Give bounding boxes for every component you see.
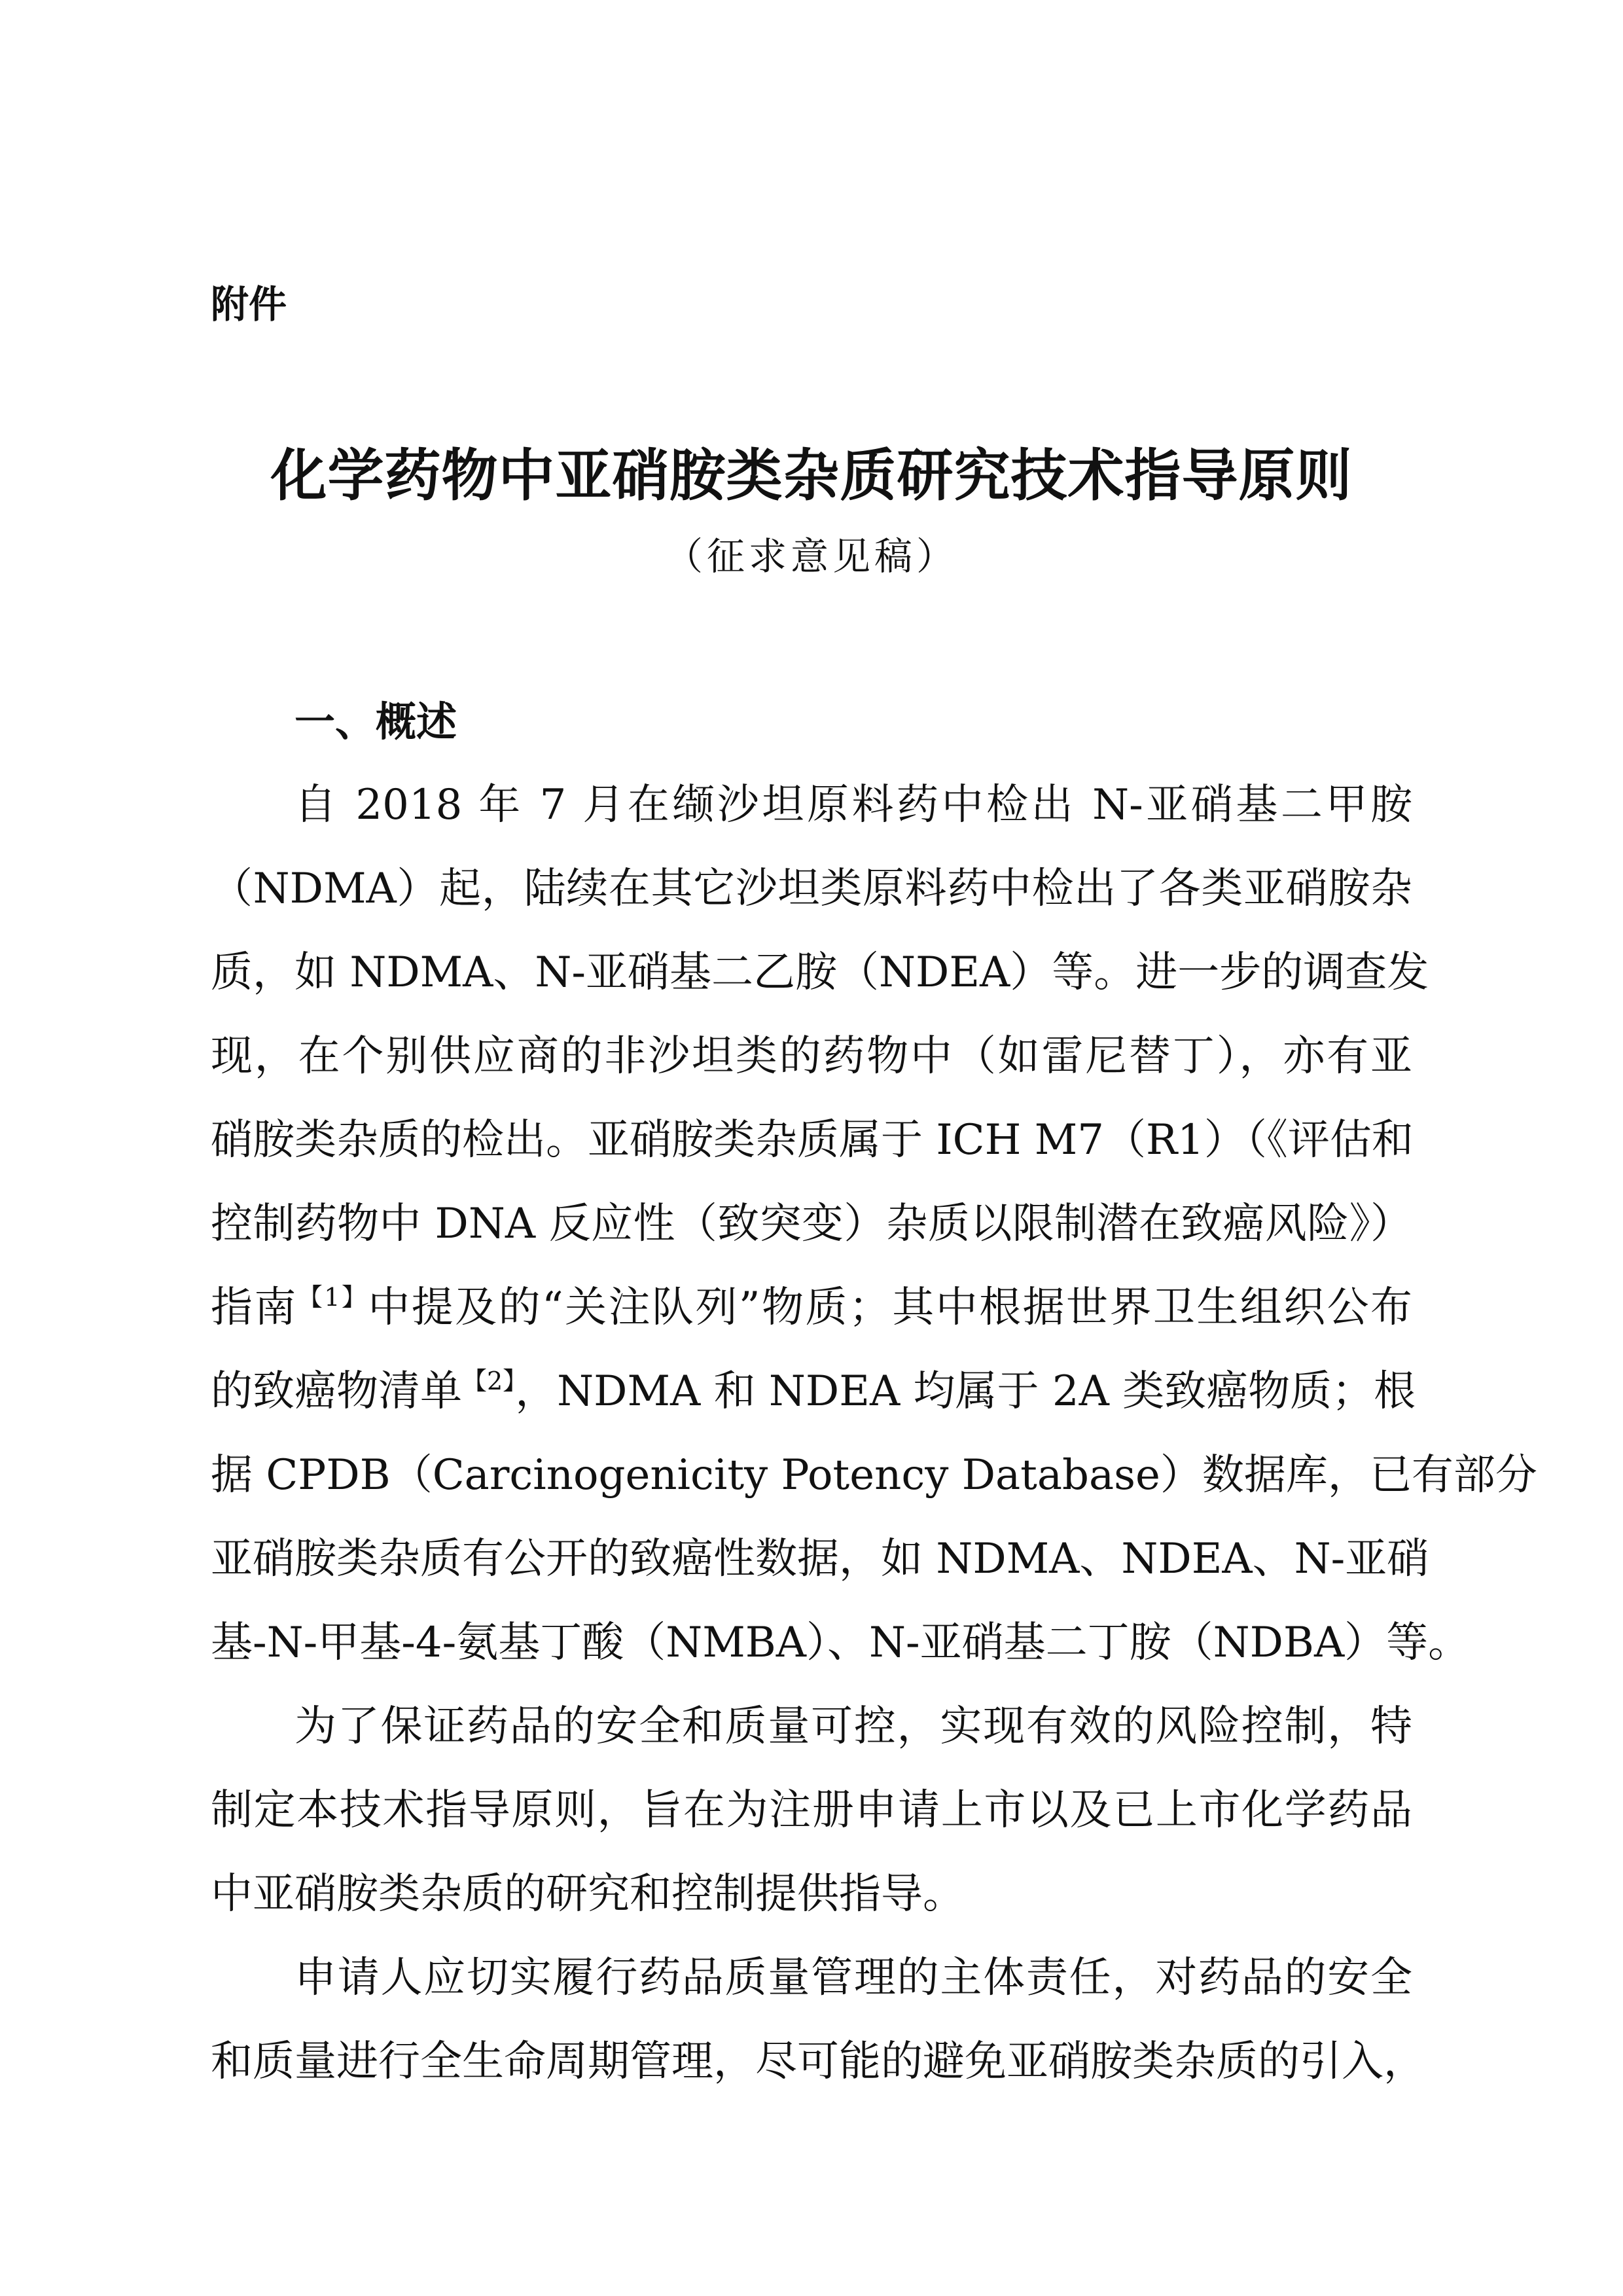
- text-fragment: ，NDMA 和 NDEA 均属于 2A 类致癌物质；根: [515, 1367, 1416, 1416]
- reference-marker-1: 【1】: [297, 1283, 368, 1312]
- text-line: 控制药物中 DNA 反应性（致突变）杂质以限制潜在致癌风险》）: [211, 1200, 1412, 1248]
- text-line: 据 CPDB（Carcinogenicity Potency Database）数据库，已有部分: [211, 1451, 1537, 1499]
- document-title: 化学药物中亚硝胺类杂质研究技术指导原则: [270, 443, 1353, 509]
- text-line: 自 2018 年 7 月在缬沙坦原料药中检出 N-亚硝基二甲胺: [294, 781, 1412, 829]
- text-fragment: 的致癌物清单: [211, 1367, 462, 1416]
- text-fragment: 指南: [211, 1283, 298, 1332]
- text-line: （NDMA）起，陆续在其它沙坦类原料药中检出了各类亚硝胺杂: [211, 865, 1412, 913]
- text-line: 制定本技术指导原则，旨在为注册申请上市以及已上市化学药品: [211, 1786, 1412, 1835]
- text-line: 和质量进行全生命周期管理，尽可能的避免亚硝胺类杂质的引入，: [211, 2037, 1425, 2086]
- text-line: 硝胺类杂质的检出。亚硝胺类杂质属于 ICH M7（R1）（《评估和: [211, 1116, 1414, 1164]
- section-heading-overview: 一、概述: [294, 698, 457, 745]
- text-line: [211, 1266, 1412, 1350]
- text-fragment: 中提及的“关注队列”物质；其中根据世界卫生组织公布: [368, 1283, 1413, 1332]
- text-line: 为了保证药品的安全和质量可控，实现有效的风险控制，特: [294, 1702, 1412, 1751]
- text-line: 亚硝胺类杂质有公开的致癌性数据，如 NDMA、NDEA、N-亚硝: [211, 1535, 1429, 1583]
- text-line: 中亚硝胺类杂质的研究和控制提供指导。: [211, 1870, 965, 1918]
- text-line: 基-N-甲基-4-氨基丁酸（NMBA）、N-亚硝基二丁胺（NDBA）等。: [211, 1619, 1471, 1667]
- document-subtitle: （征求意见稿）: [664, 534, 958, 579]
- reference-marker-2: 【2】: [462, 1367, 516, 1395]
- text-line: 现，在个别供应商的非沙坦类的药物中（如雷尼替丁），亦有亚: [211, 1032, 1412, 1081]
- attachment-label: 附件: [211, 282, 287, 327]
- text-line: [211, 1350, 1416, 1433]
- text-line: 质，如 NDMA、N-亚硝基二乙胺（NDEA）等。进一步的调查发: [211, 948, 1429, 997]
- text-line: 申请人应切实履行药品质量管理的主体责任，对药品的安全: [294, 1954, 1412, 2002]
